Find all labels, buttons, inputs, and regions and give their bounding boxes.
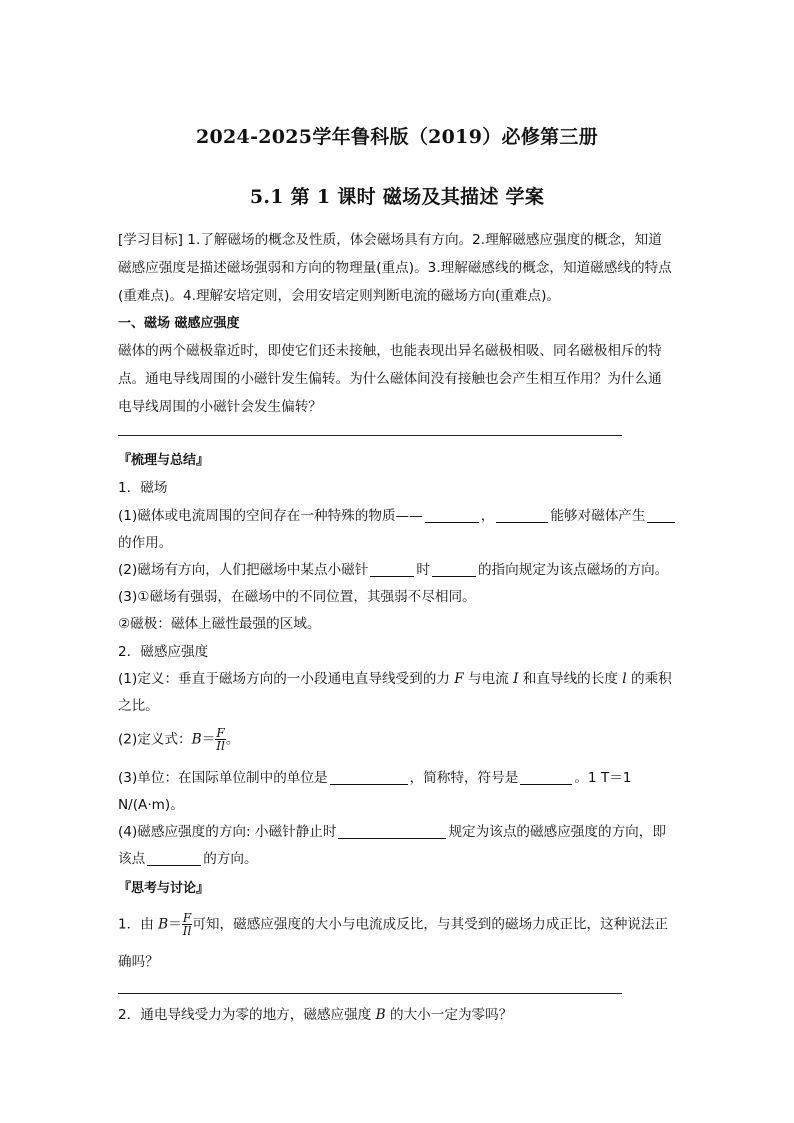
unit-text-a: (3)单位：在国际单位制中的单位是 bbox=[118, 770, 328, 786]
p1-text-a: (1)磁体或电流周围的空间存在一种特殊的物质—— bbox=[118, 508, 423, 524]
p1-text-c: 能够对磁体产生 bbox=[550, 508, 646, 524]
answer-line bbox=[118, 435, 622, 436]
def-text-c: 和直导线的长度 bbox=[518, 671, 623, 687]
blank-5 bbox=[432, 560, 476, 577]
field-paragraph-3: (3)①磁场有强弱，在磁场中的不同位置，其强弱不尽相同。 bbox=[118, 589, 476, 605]
blank-8 bbox=[338, 822, 446, 839]
formula-fraction bbox=[215, 727, 226, 752]
formula-equals: ＝ bbox=[201, 731, 216, 748]
def-symbol-f: F bbox=[454, 671, 464, 687]
def-text-b: 与电流 bbox=[463, 671, 514, 687]
def-text-a: (1)定义：垂直于磁场方向的一小段通电直导线受到的力 bbox=[118, 671, 455, 687]
p2-text-b: 时 bbox=[416, 562, 430, 578]
field-paragraph-4: ②磁极：磁体上磁性最强的区域。 bbox=[118, 616, 321, 632]
intro-line-1: 磁体的两个磁极靠近时，即使它们还未接触，也能表现出异名磁极相吸、同名磁极相斥的特 bbox=[118, 343, 662, 359]
section-heading: 一、磁场 磁感应强度 bbox=[118, 316, 240, 331]
definition-formula bbox=[118, 727, 678, 753]
blank-6 bbox=[330, 768, 408, 785]
unit-text-c: 。1 T＝1 bbox=[574, 770, 632, 786]
fraction-numerator: F bbox=[216, 726, 225, 740]
definition-line bbox=[118, 667, 678, 692]
def-symbol-l: l bbox=[622, 671, 627, 687]
def-text-d: 的乘积 bbox=[626, 671, 672, 687]
fraction-denominator: Il bbox=[216, 739, 225, 753]
unit-text-b: ，简称特，符号是 bbox=[409, 770, 519, 786]
intro-line-3: 电导线周围的小磁针会发生偏转？ bbox=[118, 399, 322, 415]
p1-text-d: 的作用。 bbox=[118, 535, 173, 551]
blank-4 bbox=[370, 560, 414, 577]
p1-text-b: ， bbox=[480, 508, 495, 524]
lesson-title: 5.1 第 1 课时 磁场及其描述 学案 bbox=[249, 186, 545, 208]
q1-fraction bbox=[182, 912, 193, 937]
q2-symbol-b: B bbox=[375, 1007, 386, 1023]
intro-line-2: 点。通电导线周围的小磁针发生偏转。为什么磁体间没有接触也会产生相互作用？为什么通 bbox=[118, 371, 662, 387]
objectives-line-3: (重难点)。4.理解安培定则，会用安培定则判断电流的磁场方向(重难点)。 bbox=[118, 288, 560, 304]
objectives-line-2: 磁感应强度是描述磁场强弱和方向的物理量(重点)。3.理解磁感线的概念，知道磁感线的特点 bbox=[118, 260, 672, 276]
question-1 bbox=[118, 912, 678, 938]
document-title: 2024-2025学年鲁科版（2019）必修第三册 bbox=[195, 126, 599, 148]
field-paragraph-2 bbox=[118, 558, 678, 583]
blank-3 bbox=[647, 506, 675, 523]
blank-9 bbox=[147, 849, 201, 866]
q2-text-b: 的大小一定为零吗？ bbox=[385, 1007, 513, 1023]
item-magnetic-induction: 2．磁感应强度 bbox=[118, 644, 209, 660]
blank-1 bbox=[425, 506, 479, 523]
def-text-e: 之比。 bbox=[118, 698, 159, 714]
p2-text-a: (2)磁场有方向，人们把磁场中某点小磁针 bbox=[118, 562, 369, 578]
def-symbol-i: I bbox=[513, 671, 519, 687]
direction-line-2 bbox=[118, 847, 678, 872]
field-paragraph-1 bbox=[118, 504, 678, 529]
q1-text-c: 确吗？ bbox=[118, 954, 159, 970]
p2-text-c: 的指向规定为该点磁场的方向。 bbox=[477, 562, 669, 578]
unit-line bbox=[118, 766, 678, 791]
formula-symbol-b: B bbox=[191, 731, 202, 748]
q1-denominator: Il bbox=[182, 924, 192, 938]
direction-line bbox=[118, 820, 678, 845]
dir-text-c: 该点 bbox=[118, 851, 146, 867]
formula-prefix: (2)定义式： bbox=[118, 731, 192, 748]
q1-numerator: F bbox=[182, 911, 192, 925]
objectives-line-1: [学习目标] 1.了解磁场的概念及性质，体会磁场具有方向。2.理解磁感应强度的概念，知道 bbox=[118, 232, 662, 248]
blank-7 bbox=[520, 768, 572, 785]
dir-text-a: (4)磁感应强度的方向: 小磁针静止时 bbox=[118, 824, 337, 840]
q1-text-a: 1．由 bbox=[118, 916, 159, 933]
q1-text-b: 可知，磁感应强度的大小与电流成反比，与其受到的磁场力成正比，这种说法正 bbox=[192, 916, 669, 933]
dir-text-d: 的方向。 bbox=[203, 851, 258, 867]
blank-2 bbox=[496, 506, 548, 523]
unit-text-d: N/(A·m)。 bbox=[118, 797, 184, 813]
dir-text-b: 规定为该点的磁感应强度的方向，即 bbox=[448, 824, 666, 840]
answer-line-2 bbox=[118, 993, 622, 994]
summary-heading: 『梳理与总结』 bbox=[118, 453, 210, 468]
item-magnetic-field: 1．磁场 bbox=[118, 480, 168, 496]
question-2 bbox=[118, 1003, 678, 1028]
q1-equals: ＝ bbox=[168, 916, 182, 933]
q1-symbol-b: B bbox=[158, 916, 169, 933]
q2-text-a: 2．通电导线受力为零的地方，磁感应强度 bbox=[118, 1007, 376, 1023]
discussion-heading: 『思考与讨论』 bbox=[118, 881, 210, 896]
formula-end: 。 bbox=[225, 731, 240, 748]
